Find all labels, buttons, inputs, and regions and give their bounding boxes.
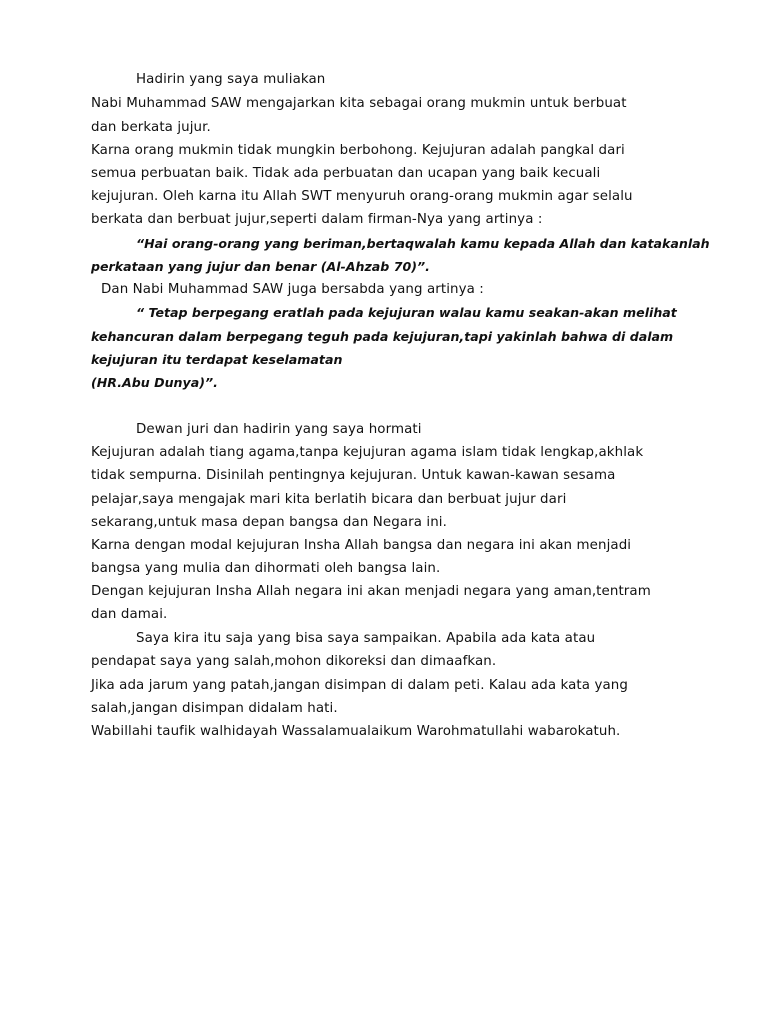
body-line: tidak sempurna. Disinilah pentingnya kejujuran. Untuk kawan-kawan sesama: [91, 468, 616, 483]
body-line: Kejujuran adalah tiang agama,tanpa kejujuran agama islam tidak lengkap,akhlak: [91, 445, 644, 460]
greeting-line: Dewan juri dan hadirin yang saya hormati: [136, 422, 422, 437]
quote-line: kehancuran dalam berpegang teguh pada kejujuran,tapi yakinlah bahwa di dalam: [91, 329, 674, 344]
quote-line: kejujuran itu terdapat keselamatan: [91, 352, 343, 367]
closing-line: Saya kira itu saja yang bisa saya sampaikan. Apabila ada kata atau: [136, 631, 596, 646]
body-line: kejujuran. Oleh karna itu Allah SWT menyuruh orang-orang mukmin agar selalu: [91, 189, 633, 204]
quote-line: “ Tetap berpegang eratlah pada kejujuran walau kamu seakan-akan melihat: [136, 305, 677, 320]
body-line: Nabi Muhammad SAW mengajarkan kita sebagai orang mukmin untuk berbuat: [91, 96, 627, 111]
body-line: pelajar,saya mengajak mari kita berlatih bicara dan berbuat jujur dari: [91, 492, 567, 507]
closing-line: pendapat saya yang salah,mohon dikoreksi dan dimaafkan.: [91, 654, 497, 669]
body-line: berkata dan berbuat jujur,seperti dalam firman-Nya yang artinya :: [91, 212, 543, 227]
hadith-intro-line: Dan Nabi Muhammad SAW juga bersabda yang artinya :: [101, 282, 484, 297]
quote-line: “Hai orang-orang yang beriman,bertaqwalah kamu kepada Allah dan katakanlah: [136, 236, 710, 251]
body-line: Karna dengan modal kejujuran Insha Allah bangsa dan negara ini akan menjadi: [91, 538, 632, 553]
body-line: dan berkata jujur.: [91, 120, 211, 135]
greeting-line: Hadirin yang saya muliakan: [136, 72, 326, 87]
body-line: Karna orang mukmin tidak mungkin berbohong. Kejujuran adalah pangkal dari: [91, 143, 625, 158]
closing-line: salah,jangan disimpan didalam hati.: [91, 701, 338, 716]
body-line: Dengan kejujuran Insha Allah negara ini akan menjadi negara yang aman,tentram: [91, 584, 651, 599]
body-line: semua perbuatan baik. Tidak ada perbuatan dan ucapan yang baik kecuali: [91, 166, 601, 181]
body-line: sekarang,untuk masa depan bangsa dan Negara ini.: [91, 515, 447, 530]
closing-line: Jika ada jarum yang patah,jangan disimpan di dalam peti. Kalau ada kata yang: [91, 678, 628, 693]
quote-line: perkataan yang jujur dan benar (Al-Ahzab 70)”.: [91, 259, 430, 274]
body-line: bangsa yang mulia dan dihormati oleh bangsa lain.: [91, 561, 441, 576]
body-line: dan damai.: [91, 607, 168, 622]
quote-line: (HR.Abu Dunya)”.: [91, 375, 218, 390]
closing-line: Wabillahi taufik walhidayah Wassalamualaikum Warohmatullahi wabarokatuh.: [91, 724, 621, 739]
